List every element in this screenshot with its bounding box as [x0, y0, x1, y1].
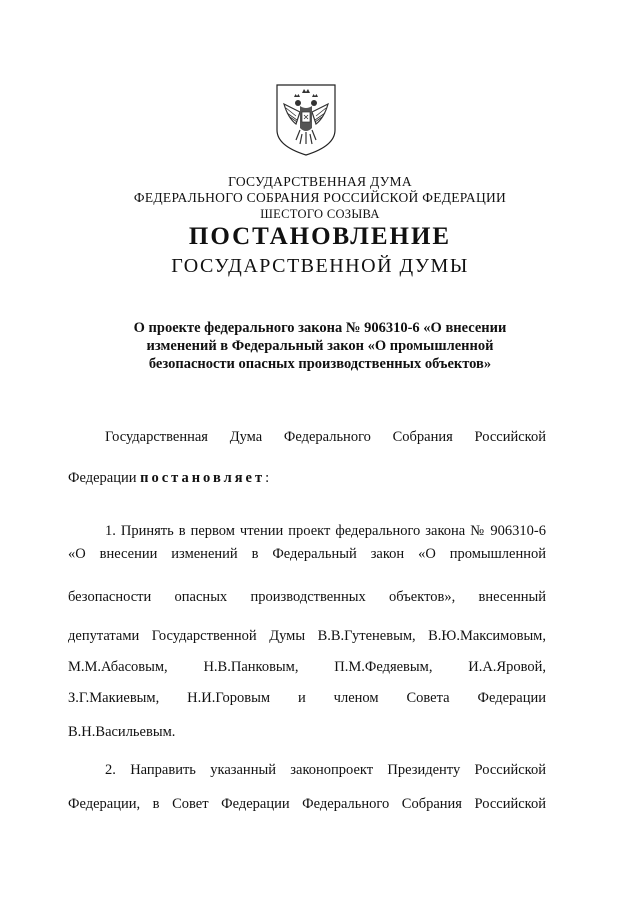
- coat-of-arms-emblem-icon: [276, 84, 336, 156]
- issuer-parent: ФЕДЕРАЛЬНОГО СОБРАНИЯ РОССИЙСКОЙ ФЕДЕРАЦИИ: [133, 190, 507, 205]
- intro-text-end: :: [265, 470, 270, 486]
- document-title: ПОСТАНОВЛЕНИЕ: [188, 223, 452, 250]
- document-subtitle: ГОСУДАРСТВЕННОЙ ДУМЫ: [171, 255, 469, 277]
- emblem-graphic: [276, 84, 336, 156]
- intro-line-decision: [68, 469, 546, 487]
- subject-line: изменений в Федеральный закон «О промышленной: [146, 338, 494, 354]
- intro-text: Федерации: [68, 470, 141, 486]
- paragraph-1-line: «О внесении изменений в Федеральный закон «О промышленной: [68, 546, 546, 562]
- subject-line: О проекте федерального закона № 906310-6 «О внесении: [133, 320, 507, 336]
- paragraph-2-line: 2. Направить указанный законопроект Президенту Российской: [105, 762, 546, 778]
- intro-line: Государственная Дума Федерального Собрания Российской: [105, 429, 546, 445]
- convocation: ШЕСТОГО СОЗЫВА: [260, 207, 380, 221]
- issuer-name: ГОСУДАРСТВЕННАЯ ДУМА: [228, 174, 412, 189]
- paragraph-1-line: депутатами Государственной Думы В.В.Гутеневым, В.Ю.Максимовым,: [68, 628, 546, 644]
- paragraph-2-line: Федерации, в Совет Федерации Федерального Собрания Российской: [68, 796, 546, 812]
- paragraph-1-line: В.Н.Васильевым.: [68, 724, 176, 740]
- resolution-subject: [100, 319, 540, 373]
- decision-keyword: постановляет: [140, 470, 266, 486]
- subject-line: безопасности опасных производственных объектов»: [148, 356, 492, 372]
- paragraph-1-line: З.Г.Макиевым, Н.И.Горовым и членом Совета Федерации: [68, 690, 546, 706]
- paragraph-1-line: 1. Принять в первом чтении проект федерального закона № 906310-6: [105, 523, 546, 539]
- paragraph-1-line: безопасности опасных производственных объектов», внесенный: [68, 589, 546, 605]
- paragraph-1-line: М.М.Абасовым, Н.В.Панковым, П.М.Федяевым, И.А.Яровой,: [68, 659, 546, 675]
